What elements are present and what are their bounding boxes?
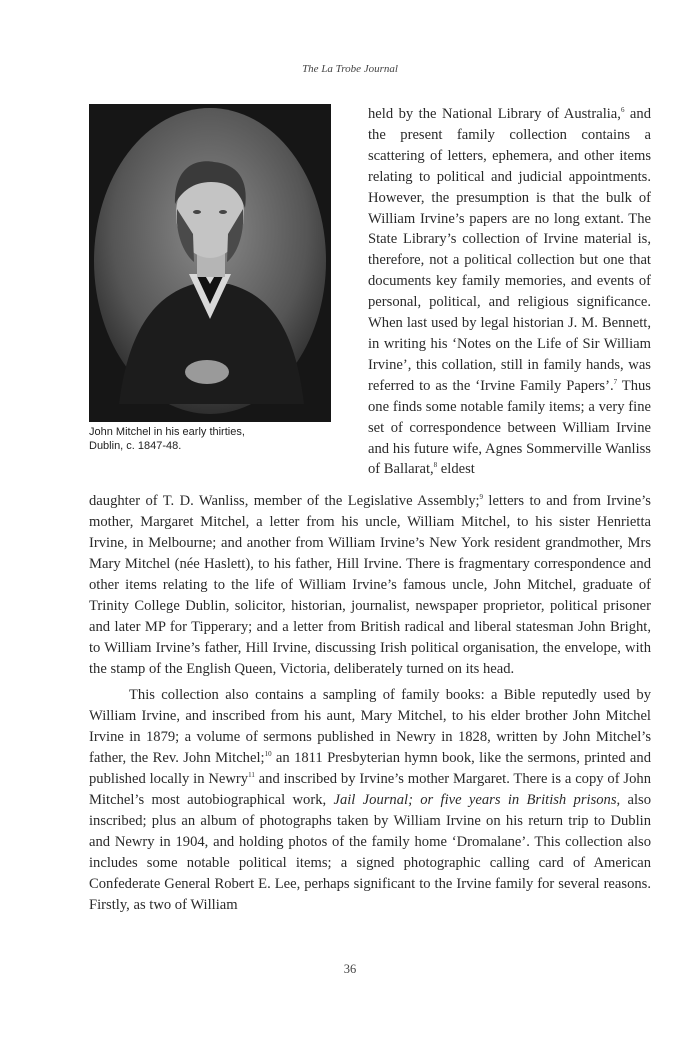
text-span: daughter of T. D. Wanliss, member of the Legislative Assembly; [89,493,480,509]
text-span: and inscribed by Irvine’s mother Margaret. There is a copy of John Mitchel’s most autobiographical work, [89,771,651,808]
text-span: This collection also contains a sampling of family books: a Bible reputedly used by William Irvine, and inscribed from his aunt, Mary Mitchel, to his elder brother John Mitchel Irvine in 1879; a volume of sermons published in Newry in 1828, written by John Mitchel’s father, the Rev. John Mitchel; [89,687,651,766]
text-span: eldest [437,461,475,478]
paragraph-2 [89,685,651,916]
footnote-ref-7: 7 [613,377,618,386]
text-span: , also inscribed; plus an album of photographs taken by William Irvine on his return trip to Dublin and Newry in 1904, and holding photos of the family home ‘Dromalane’. This collection also includes some notable political items; a signed photographic calling card of American Confederate General Robert E. Lee, perhaps significant to the Irvine family for several reasons. Firstly, as two of William [89,792,652,913]
footnote-ref-9: 9 [479,493,484,502]
portrait-photograph [89,104,331,422]
footnote-ref-10: 10 [264,750,272,759]
full-width-text [89,491,651,916]
footnote-ref-8: 8 [433,461,438,470]
text-span: letters to and from Irvine’s mother, Margaret Mitchel, a letter from his uncle, William Mitchel, to his sister Henrietta Irvine, in Melbourne; and another from William Irvine’s New York resident grandmother, Mrs Mary Mitchel (née Haslett), to his father, Hill Irvine. There is fragmentary correspondence and other items relating to the life of William Irvine’s famous uncle, John Mitchel, graduate of Trinity College Dublin, solicitor, historian, journalist, newspaper proprietor, political prisoner and later MP for Tipperary; and a letter from British radical and liberal statesman John Bright, to William Irvine’s father, Hill Irvine, discussing Irish political organisation, the envelope, with the stamp of the English Queen, Victoria, deliberately turned on its head. [89,493,651,677]
paragraph-1-column [368,104,651,480]
paragraph-1-continued [89,491,651,680]
running-head: The La Trobe Journal [302,63,398,75]
text-span: and the present family collection contains a scattering of letters, ephemera, and other items relating to political and judicial appointments. However, the presumption is that the bulk of William Irvine’s papers are no long extant. The State Library’s collection of Irvine material is, therefore, not a political collection but one that documents key family memories, and events of personal, political, and religious significance. When last used by legal historian J. M. Bennett, in writing his ‘Notes on the Life of Sir William Irvine’, this collation, still in family hands, was referred to as the ‘Irvine Family Papers’. [368,106,651,394]
text-span: an 1811 Presbyterian hymn book, like the sermons, printed and published locally in Newry [89,750,651,787]
caption-line-2: Dublin, c. 1847-48. [89,440,182,452]
text-span: held by the National Library of Australia, [368,106,621,122]
footnote-ref-6: 6 [620,106,625,115]
figure [89,104,331,453]
book-title: Jail Journal; or five years in British prisons [333,792,617,808]
column-text [368,104,651,480]
footnote-ref-11: 11 [248,771,255,780]
text-span: Thus one finds some notable family items; a very fine set of correspondence between William Irvine and his future wife, Agnes Sommerville Wanliss of Ballarat, [368,377,651,478]
caption-line-1: John Mitchel in his early thirties, [89,426,245,438]
figure-caption [89,425,309,453]
page-number: 36 [343,962,357,976]
